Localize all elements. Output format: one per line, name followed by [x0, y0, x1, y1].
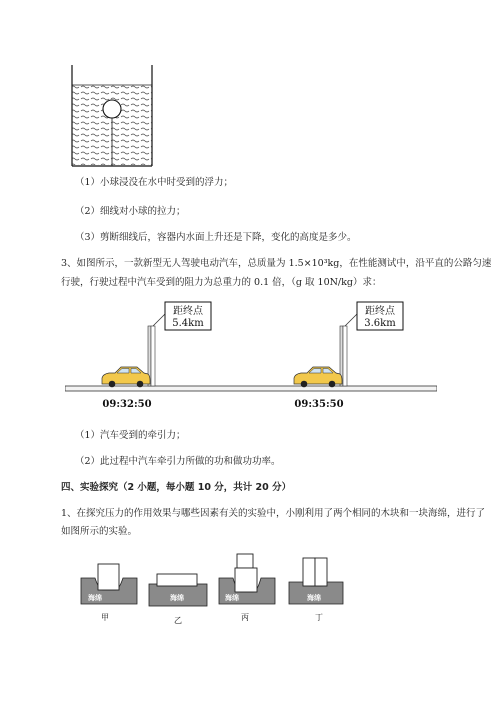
sponge-label-ding: 海绵 — [307, 593, 321, 602]
car-road-figure — [65, 298, 437, 416]
car-right — [294, 367, 342, 387]
sign-right-title: 距终点 — [365, 306, 395, 317]
sign-left — [148, 302, 211, 386]
sign-right — [340, 302, 403, 386]
setup-yi — [149, 574, 207, 625]
caption-jia: 甲 — [101, 613, 109, 622]
setup-ding — [289, 558, 343, 622]
q2-item-2: （2）细线对小球的拉力； — [75, 206, 186, 217]
sign-left-value: 5.4km — [172, 318, 204, 329]
sponge-label-bing: 海绵 — [225, 593, 239, 602]
car-left — [102, 367, 150, 387]
caption-ding: 丁 — [315, 613, 323, 622]
q3-item-2: （2）此过程中汽车牵引力所做的功和做功功率。 — [75, 456, 281, 467]
sponge-label-jia: 海绵 — [88, 593, 102, 602]
q2-item-1: （1）小球浸没在水中时受到的浮力； — [75, 177, 234, 188]
q3-stem-line-2: 行驶，行驶过程中汽车受到的阻力为总重力的 0.1 倍，（g 取 10N/kg）求： — [61, 277, 382, 288]
sponge-experiment-figure — [75, 552, 355, 627]
q3-item-1: （1）汽车受到的牵引力； — [75, 430, 186, 441]
setup-bing — [219, 554, 275, 622]
q4-stem-line-2: 如图所示的实验。 — [61, 526, 138, 537]
setup-jia — [81, 564, 137, 622]
sponge-label-yi: 海绵 — [170, 593, 184, 602]
time-left: 09:32:50 — [102, 399, 152, 410]
caption-bing: 丙 — [241, 613, 249, 622]
sign-right-value: 3.6km — [364, 318, 396, 329]
caption-yi: 乙 — [174, 616, 182, 625]
q3-stem-line-1: 3、如图所示，一款新型无人驾驶电动汽车，总质量为 1.5×10³kg，在性能测试中，沿平直的公路匀速 — [61, 258, 492, 269]
q4-stem-line-1: 1、在探究压力的作用效果与哪些因素有关的实验中，小刚利用了两个相同的木块和一块海绵，进行了 — [61, 508, 486, 519]
ball — [103, 100, 121, 118]
time-right: 09:35:50 — [294, 399, 344, 410]
q2-item-3: （3）剪断细线后，容器内水面上升还是下降，变化的高度是多少。 — [75, 232, 357, 243]
road — [65, 386, 437, 391]
section-heading: 四、实验探究（2 小题，每小题 10 分，共计 20 分） — [61, 482, 292, 493]
sign-left-title: 距终点 — [173, 306, 203, 317]
container-figure — [60, 60, 170, 172]
